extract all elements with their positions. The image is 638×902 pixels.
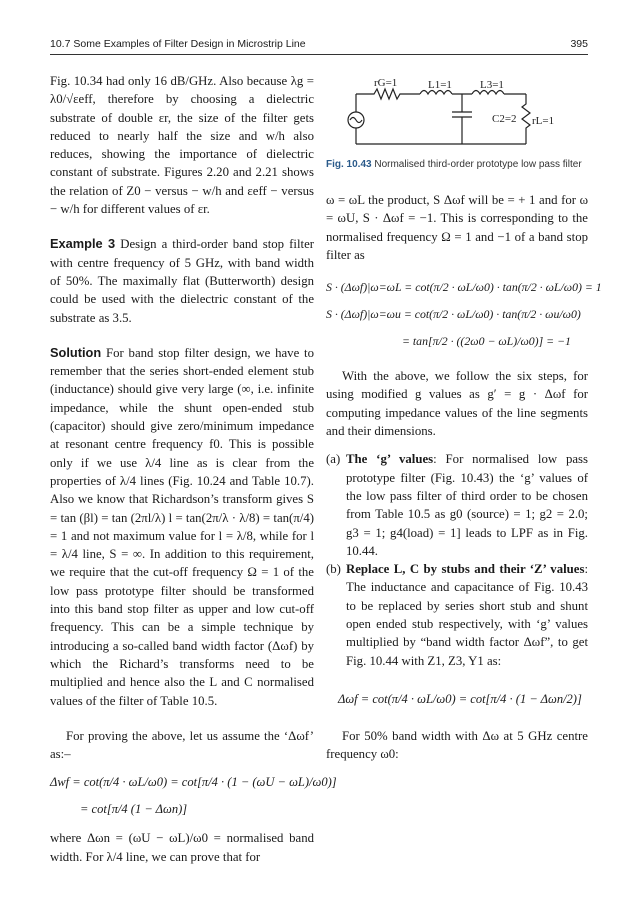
rg-label: rG=1	[374, 77, 398, 89]
equation-delta-omega: Δωf = cot(π/4 · ωL/ω0) = cot[π/4 · (1 − Δωn/2)]	[338, 691, 582, 706]
equation-line: S · (Δωf)|ω=ωu = cot(π/2 · ωL/ω0) · tan(π/2 · ωu/ω0)	[326, 307, 581, 322]
paragraph-substrate: Fig. 10.34 had only 16 dB/GHz. Also because λg = λ0/√εeff, therefore by choosing a dielectric substrate of double εr, the size of the filter gets reduced to nearly half the size and w/h also reduces, showing the importance of dielectric constant of substrate. Figures 2.20 and 2.21 shows the relation of Z0 − versus − w/h and εeff − versus − w/h for different values of εr.	[50, 74, 314, 217]
rl-label: rL=1	[532, 115, 555, 127]
example-3	[50, 235, 314, 326]
solution-text: For band stop filter design, we have to remember that the series short-ended element stub (inductance) should give very large (∞, i.e. infinite impedance, while the shunt open-ended stub (capacitor) should give zero/minimum impedance at resonant centre frequency f0. This is possible only if we use λ/4 line as is clear from the properties of λ/4 lines (Fig. 10.24 and Table 10.7). Also we know that Richardson’s transform gives S = tan (βl) = tan (2πl/λ) l = tan(2π/λ · λ/8) = tan(π/4) = 1 and not maximum value for l = λ/8, while for l = λ/4 line, S = ∞. In addition to this requirement, we require that the cut-off frequency Ω = 1 of the low pass prototype filter should be transformed into this band stop filter as upper and low cut-off frequency. This can be a simple technique by introducing a so-called band width factor (Δωf) by which the Richard’s transforms need to be multiplied and hence also the L and C normalised values of the filter of Table 10.5.	[50, 345, 314, 708]
equation-line: Δwf = cot(π/4 · ωL/ω0) = cot[π/4 · (1 − (ωU − ωL)/ω0)]	[50, 775, 337, 790]
source-resistor	[356, 89, 420, 99]
equation-line: = cot[π/4 (1 − Δωn)]	[80, 802, 188, 817]
l3-label: L3=1	[480, 79, 504, 91]
caption-text: Normalised third-order prototype low pass filter	[371, 159, 582, 170]
solution-label: Solution	[50, 344, 102, 360]
paragraph-bandwidth: For 50% band width with Δω at 5 GHz centre frequency ω0:	[326, 728, 588, 762]
left-column	[50, 72, 337, 866]
list-item: (a) The ‘g’ values: For normalised low pass prototype filter (Fig. 10.43) the ‘g’ values of the low pass filter of third order to be chosen from Table 10.5 as g0 (source) = 1; g2 = 2.0; g3 = 1; g4(load) = 1] leads to LPF as in Fig. 10.44.	[326, 452, 588, 558]
equation-line: S · (Δωf)|ω=ωL = cot(π/2 · ωL/ω0) · tan(π/2 · ωL/ω0) = 1	[326, 280, 602, 295]
c2-label: C2=2	[492, 113, 517, 125]
section-title: 10.7 Some Examples of Filter Design in Microstrip Line	[50, 38, 306, 50]
paragraph-prove: For proving the above, let us assume the ‘Δωf’ as:–	[50, 728, 314, 762]
figure-caption	[326, 158, 588, 171]
right-column	[326, 72, 602, 764]
paragraph-product: ω = ωL the product, S Δωf will be = + 1 and for ω = ωU, S · Δωf = −1. This is corresponding to the normalised frequency Ω = 1 and −1 of a band stop filter as	[326, 193, 588, 262]
caption-label: Fig. 10.43	[326, 159, 372, 170]
solution	[50, 344, 314, 710]
page-number: 395	[570, 38, 588, 50]
step-list	[326, 450, 588, 670]
equation-richardson	[326, 274, 602, 355]
equation-line: = tan[π/2 · ((2ω0 − ωL)/ω0)] = −1	[402, 334, 571, 349]
paragraph-six-steps: With the above, we follow the six steps, for using modified g values as g′ = g · Δωf for computing impedance values of the line segments and their dimensions.	[326, 369, 588, 439]
inductor-l1	[420, 91, 452, 95]
paragraph-where: where Δωn = (ωU − ωL)/ω0 = normalised band width. For λ/4 line, we can prove that for	[50, 831, 314, 864]
equation-bandwidth-factor	[50, 769, 337, 823]
inductor-l3	[472, 91, 504, 95]
example-text: Design a third-order band stop filter with centre frequency of 5 GHz, with band width of 50%. The maximally flat (Butterworth) design could be used with the dielectric constant of the substrate as 3.5.	[50, 237, 315, 325]
lowpass-prototype-circuit	[336, 72, 566, 156]
list-item: (b) Replace L, C by stubs and their ‘Z’ values: The inductance and capacitance of Fig. 10.43 to be replaced by series short stub and shunt open ended stub respectively, with ‘g’ values multiplied by “band width factor Δωf”, to get Fig. 10.44 with Z1, Z3, Y1 as:	[326, 562, 588, 668]
running-header	[50, 38, 588, 56]
l1-label: L1=1	[428, 79, 452, 91]
load-resistor	[522, 94, 530, 144]
header-rule	[50, 54, 588, 55]
example-label: Example 3	[50, 236, 116, 252]
